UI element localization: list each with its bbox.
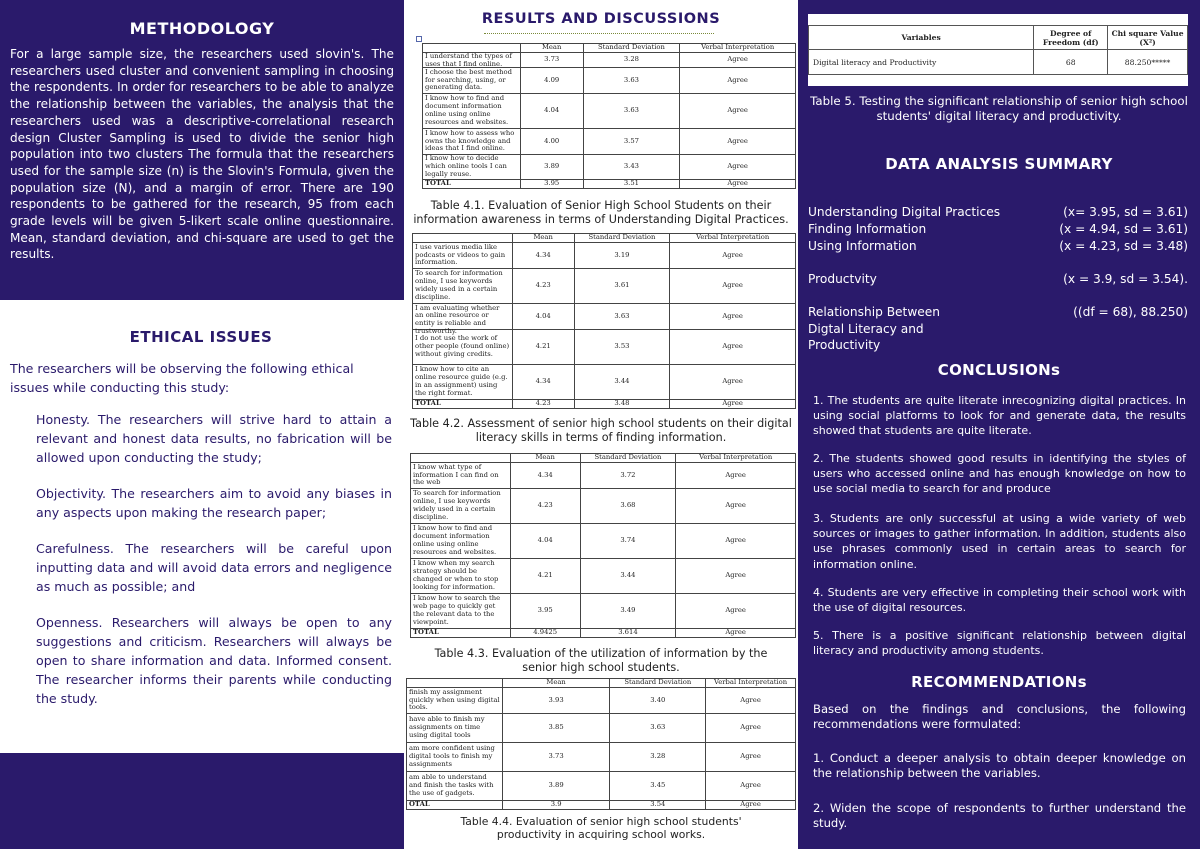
row-mean: 3.85 (502, 714, 610, 743)
row-interpretation: Agree (676, 594, 796, 629)
row-statement: I know what type of information I can find on the web (413, 462, 499, 487)
row-mean: 3.73 (520, 53, 583, 68)
row-sd: 3.43 (583, 155, 680, 180)
row-mean: 4.9425 (510, 629, 580, 638)
row-sd: 3.63 (583, 68, 680, 94)
table-row (413, 269, 796, 304)
table-row (407, 772, 796, 801)
row-statement: I know when my search strategy should be changed or when to stop looking for information. (413, 559, 499, 591)
summary-panel (798, 0, 1200, 849)
table-row (423, 53, 796, 68)
recommendations-intro: Based on the findings and conclusions, the following recommendations were formulated: (813, 702, 1186, 732)
row-interpretation: Agree (680, 68, 796, 94)
summary-title: DATA ANALYSIS SUMMARY (885, 155, 1113, 173)
column-header: Verbal Interpretation (706, 679, 796, 688)
row-sd: 3.72 (580, 463, 676, 489)
table-row (413, 304, 796, 330)
row-sd: 3.53 (574, 330, 670, 365)
summary-label: Finding Information (808, 222, 927, 236)
row-sd: 3.44 (580, 559, 676, 594)
row-sd: 3.63 (574, 304, 670, 330)
table-row (809, 50, 1188, 75)
row-mean: 4.04 (510, 524, 580, 559)
ethical-issues-title: ETHICAL ISSUES (129, 328, 273, 346)
row-mean: 4.23 (510, 489, 580, 524)
conclusion-item: 4. Students are very effective in completing their school work with the use of digital resources. (813, 586, 1186, 615)
column-header (411, 454, 511, 463)
conclusions-title: CONCLUSIONs (937, 361, 1061, 379)
row-sd: 3.63 (583, 94, 680, 129)
table-row (411, 559, 796, 594)
row-statement: I know how to cite an online resource guide (e.g. in an assignment) using the right format. (415, 365, 508, 397)
column-header: Standard Deviation (580, 454, 676, 463)
row-statement: To search for information online, I use keywords widely used in a certain discipline. (413, 489, 501, 521)
results-title: RESULTS AND DISCUSSIONS (481, 11, 721, 27)
column-header: Standard Deviation (574, 234, 670, 243)
column-header: Mean (510, 454, 580, 463)
row-mean: 4.23 (512, 400, 574, 409)
row-variables: Digital literacy and Productivity (809, 50, 1034, 75)
table-row (423, 68, 796, 94)
table-row (423, 129, 796, 155)
row-mean: 4.04 (512, 304, 574, 330)
row-statement: I use various media like podcasts or videos to gain information. (415, 242, 506, 267)
methodology-panel (0, 0, 404, 300)
recommendation-item: 1. Conduct a deeper analysis to obtain deeper knowledge on the relationship between the variables. (813, 751, 1186, 781)
row-statement: TOTAL (423, 180, 521, 189)
row-sd: 3.51 (583, 180, 680, 189)
table-row (411, 524, 796, 559)
summary-value: (x = 4.23, sd = 3.48) (1059, 239, 1188, 253)
column-header: Verbal Interpretation (680, 44, 796, 53)
row-interpretation: Agree (670, 269, 796, 304)
table-5-caption: Table 5. Testing the significant relationship of senior high school students' digital literacy and productivity. (810, 94, 1188, 123)
summary-value: ((df = 68), 88.250) (1073, 305, 1188, 319)
row-statement: OTAL (407, 801, 503, 810)
conclusion-item: 5. There is a positive significant relationship between digital literacy and productivity among students. (813, 629, 1186, 658)
row-sd: 3.63 (610, 714, 706, 743)
row-sd: 3.45 (610, 772, 706, 801)
table-4-2-caption: Table 4.2. Assessment of senior high school students on their digital literacy skills in terms of finding information. (410, 417, 792, 444)
row-statement: I do not use the work of other people (found online) without giving credits. (415, 334, 510, 358)
ethical-item-openness: Openness. Researchers will always be open to any suggestions and criticism. Researchers will always be open to share information and data. Informed consent. The researcher informs their parents while conducting the study. (36, 615, 392, 706)
conclusion-item: 3. Students are only successful at using a wide variety of web sources or images to gather information. In addition, students also use phrases commonly used in certain areas to search for information online. (813, 512, 1186, 571)
table-row (423, 94, 796, 129)
row-mean: 3.95 (520, 180, 583, 189)
summary-label: Productvity (808, 272, 877, 286)
row-statement: finish my assignment quickly when using digital tools. (409, 687, 500, 712)
ethical-issues-intro: The researchers will be observing the following ethical issues while conducting this study: (10, 361, 354, 395)
table-4-1 (422, 43, 796, 189)
column-header: Verbal Interpretation (676, 454, 796, 463)
row-sd: 3.74 (580, 524, 676, 559)
column-header: Verbal Interpretation (670, 234, 796, 243)
row-interpretation: Agree (680, 155, 796, 180)
table-row (423, 155, 796, 180)
row-statement: am able to understand and finish the tasks with the use of gadgets. (409, 773, 494, 797)
row-mean: 4.34 (512, 243, 574, 269)
row-statement: I know how to decide which online tools I can legally reuse. (425, 154, 507, 178)
column-header (407, 679, 503, 688)
row-statement: I know how to find and document information online using online resources and websites. (413, 524, 497, 556)
row-mean: 4.23 (512, 269, 574, 304)
column-header: Standard Deviation (610, 679, 706, 688)
row-interpretation: Agree (670, 330, 796, 365)
row-interpretation: Agree (680, 94, 796, 129)
row-statement: I know how to search the web page to quickly get the relevant data to the viewpoint. (413, 594, 501, 626)
row-mean: 4.34 (512, 365, 574, 400)
row-sd: 3.48 (574, 400, 670, 409)
row-interpretation: Agree (706, 688, 796, 714)
row-sd: 3.19 (574, 243, 670, 269)
row-sd: 3.49 (580, 594, 676, 629)
recommendation-item: 2. Widen the scope of respondents to further understand the study. (813, 801, 1186, 831)
table-row (407, 688, 796, 714)
row-statement: I am evaluating whether an online resource or entity is reliable and trustworthy. (415, 303, 500, 335)
row-sd: 3.61 (574, 269, 670, 304)
summary-label: Understanding Digital Practices (808, 205, 1001, 219)
summary-row (808, 304, 1188, 354)
ethical-item-carefulness: Carefulness. The researchers will be careful upon inputting data and will avoid data errors and negligence as much as possible; and (36, 541, 392, 594)
table-4-1-caption: Table 4.1. Evaluation of Senior High School Students on their information awareness in terms of Understanding Digital Practices. (413, 199, 789, 226)
column-header: Mean (512, 234, 574, 243)
row-statement: TOTAL (413, 400, 513, 409)
row-sd: 3.28 (583, 53, 680, 68)
summary-label: Using Information (808, 239, 917, 253)
row-interpretation: Agree (676, 489, 796, 524)
row-df: 68 (1034, 50, 1108, 75)
left-footer-band (0, 753, 404, 849)
table-row (411, 463, 796, 489)
summary-value: (x = 3.9, sd = 3.54). (1063, 272, 1188, 286)
row-sd: 3.54 (610, 801, 706, 810)
row-interpretation: Agree (670, 243, 796, 269)
row-statement: I know how to find and document information online using online resources and websites. (425, 94, 509, 126)
row-mean: 4.21 (512, 330, 574, 365)
row-interpretation: Agree (706, 801, 796, 810)
row-sd: 3.28 (610, 743, 706, 772)
table-row-total (407, 801, 796, 810)
row-interpretation: Agree (680, 53, 796, 68)
row-interpretation: Agree (676, 524, 796, 559)
row-interpretation: Agree (680, 180, 796, 189)
row-mean: 4.04 (520, 94, 583, 129)
results-panel (404, 0, 798, 849)
conclusion-item: 2. The students showed good results in identifying the styles of users who accessed online and has enough knowledge on how to use social media to search for and produce (813, 452, 1186, 496)
row-mean: 3.9 (502, 801, 610, 810)
conclusion-item: 1. The students are quite literate inrecognizing digital practices. In using social platforms to look for and generate data, the results showed that students are quite literate. (813, 394, 1186, 438)
row-statement: am more confident using digital tools to finish my assignments (409, 744, 495, 768)
row-interpretation: Agree (680, 129, 796, 155)
table-handle-icon (416, 36, 422, 42)
row-mean: 3.73 (502, 743, 610, 772)
table-row (407, 714, 796, 743)
table-5 (808, 25, 1188, 75)
column-header: Degree of Freedom (df) (1034, 26, 1108, 50)
table-row (413, 243, 796, 269)
divider (484, 33, 714, 34)
row-mean: 3.93 (502, 688, 610, 714)
summary-value: (x= 3.95, sd = 3.61) (1063, 205, 1188, 219)
row-mean: 4.09 (520, 68, 583, 94)
column-header: Standard Deviation (583, 44, 680, 53)
table-4-3-caption: Table 4.3. Evaluation of the utilization of information by the senior high school students. (434, 647, 768, 674)
row-statement: TOTAL (411, 629, 511, 638)
row-statement: I choose the best method for searching, using, or generating data. (425, 67, 512, 92)
ethical-item-honesty: Honesty. The researchers will strive hard to attain a relevant and honest data results, no fabrication will be allowed upon conducting the study; (36, 412, 392, 465)
methodology-title: METHODOLOGY (129, 19, 275, 38)
table-4-3 (410, 453, 796, 638)
summary-label: Relationship Between Digtal Literacy and Productivity (808, 305, 941, 352)
table-row (411, 489, 796, 524)
row-mean: 3.89 (502, 772, 610, 801)
summary-value: (x = 4.94, sd = 3.61) (1059, 222, 1188, 236)
table-4-4 (406, 678, 796, 810)
table-row (413, 330, 796, 365)
row-sd: 3.44 (574, 365, 670, 400)
row-sd: 3.57 (583, 129, 680, 155)
row-interpretation: Agree (706, 743, 796, 772)
methodology-body: For a large sample size, the researchers used slovin's. The researchers used cluster and convenient sampling in choosing the respondents. In order for researchers to be able to analyze the relationship between the variables, the analysis that the researchers used was a descriptive-correlational research design Cluster Sampling is used to divide the senior high population into two clusters The formula that the researchers used for the sample size (n) is the Slovin's Formula, given the population size (N), and a margin of error. There are 190 respondents to be gathered for the research, 95 from each grade levels will be given 5-likert scale online questionnaire. Mean, standard deviation, and chi-square are used to get the results. (10, 47, 394, 262)
table-row-total (413, 400, 796, 409)
column-header: Chi square Value (X²) (1108, 26, 1188, 50)
row-interpretation: Agree (706, 714, 796, 743)
row-interpretation: Agree (676, 629, 796, 638)
table-row (411, 594, 796, 629)
column-header: Variables (809, 26, 1034, 50)
row-mean: 4.34 (510, 463, 580, 489)
table-4-2 (412, 233, 796, 409)
ethical-item-objectivity: Objectivity. The researchers aim to avoid any biases in any aspects upon making the research paper; (36, 486, 392, 520)
row-sd: 3.614 (580, 629, 676, 638)
row-mean: 4.00 (520, 129, 583, 155)
row-mean: 4.21 (510, 559, 580, 594)
row-sd: 3.40 (610, 688, 706, 714)
row-mean: 3.89 (520, 155, 583, 180)
column-header (413, 234, 513, 243)
column-header: Mean (520, 44, 583, 53)
column-header: Mean (502, 679, 610, 688)
row-interpretation: Agree (676, 559, 796, 594)
row-interpretation: Agree (670, 400, 796, 409)
row-mean: 3.95 (510, 594, 580, 629)
table-row (413, 365, 796, 400)
table-row (407, 743, 796, 772)
row-sd: 3.68 (580, 489, 676, 524)
table-4-4-caption: Table 4.4. Evaluation of senior high school students' productivity in acquiring school works. (460, 815, 742, 841)
row-statement: I know how to assess who owns the knowledge and ideas that I find online. (425, 128, 515, 153)
row-interpretation: Agree (670, 304, 796, 330)
table-row-total (411, 629, 796, 638)
row-interpretation: Agree (670, 365, 796, 400)
row-statement: have able to finish my assignments on time using digital tools (409, 715, 485, 739)
row-statement: I understand the types of uses that I find online. (425, 52, 512, 68)
row-chi-square: 88.250***** (1108, 50, 1188, 75)
ethical-issues-panel (0, 300, 404, 753)
row-statement: To search for information online, I use keywords widely used in a certain discipline. (415, 269, 503, 301)
row-interpretation: Agree (706, 772, 796, 801)
table-row-total (423, 180, 796, 189)
table-5-container (808, 14, 1188, 86)
row-interpretation: Agree (676, 463, 796, 489)
recommendations-title: RECOMMENDATIONs (911, 673, 1087, 691)
